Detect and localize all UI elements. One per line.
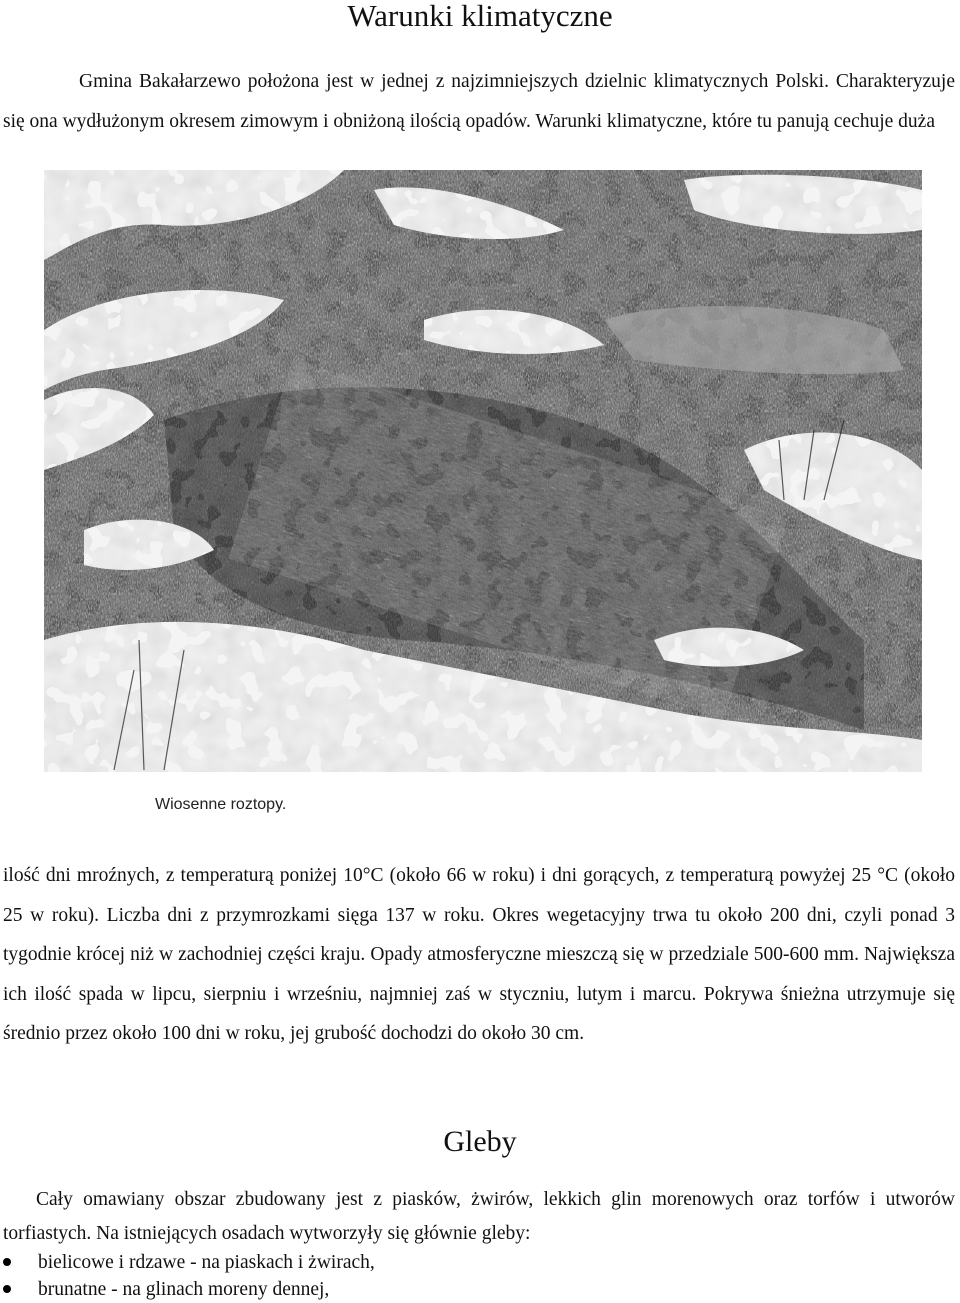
bullet-icon bbox=[3, 1258, 11, 1266]
photo-caption: Wiosenne roztopy. bbox=[155, 796, 287, 813]
snowmelt-photo bbox=[44, 170, 922, 772]
soil-types-list bbox=[0, 1249, 375, 1303]
soils-intro-paragraph: Cały omawiany obszar zbudowany jest z piasków, żwirów, lekkich glin morenowych oraz torfów i utworów torfiastych. Na istniejących osadach wytworzyły się głównie gleby: bbox=[3, 1189, 955, 1244]
bullet-icon bbox=[3, 1285, 11, 1293]
section-title-climate: Warunki klimatyczne bbox=[347, 0, 613, 33]
section-title-soils: Gleby bbox=[443, 1125, 517, 1158]
climate-intro-paragraph: Gmina Bakałarzewo położona jest w jednej z najzimniejszych dzielnic klimatycznych Polski. Charakteryzuje się ona wydłużonym okresem zimowym i obniżoną ilością opadów. Warunki klimatyczne, które tu panują cechuje duża bbox=[3, 71, 955, 132]
list-item-text: bielicowe i rdzawe - na piaskach i żwirach, bbox=[38, 1252, 375, 1273]
list-item bbox=[0, 1276, 375, 1303]
list-item-text: brunatne - na glinach moreny dennej, bbox=[38, 1279, 330, 1300]
list-item bbox=[0, 1249, 375, 1276]
climate-details-paragraph: ilość dni mroźnych, z temperaturą poniżej 10°C (około 66 w roku) i dni gorących, z temperaturą powyżej 25 °C (około 25 w roku). Liczba dni z przymrozkami sięga 137 w roku. Okres wegetacyjny trwa tu około 200 dni, czyli ponad 3 tygodnie krócej niż w zachodniej części kraju. Opady atmosferyczne mieszczą się w przedziale 500-600 mm. Największa ich ilość spada w lipcu, sierpniu i wrześniu, najmniej zaś w styczniu, lutym i marcu. Pokrywa śnieżna utrzymuje się średnio przez około 100 dni w roku, jej grubość dochodzi do około 30 cm. bbox=[3, 865, 955, 1044]
